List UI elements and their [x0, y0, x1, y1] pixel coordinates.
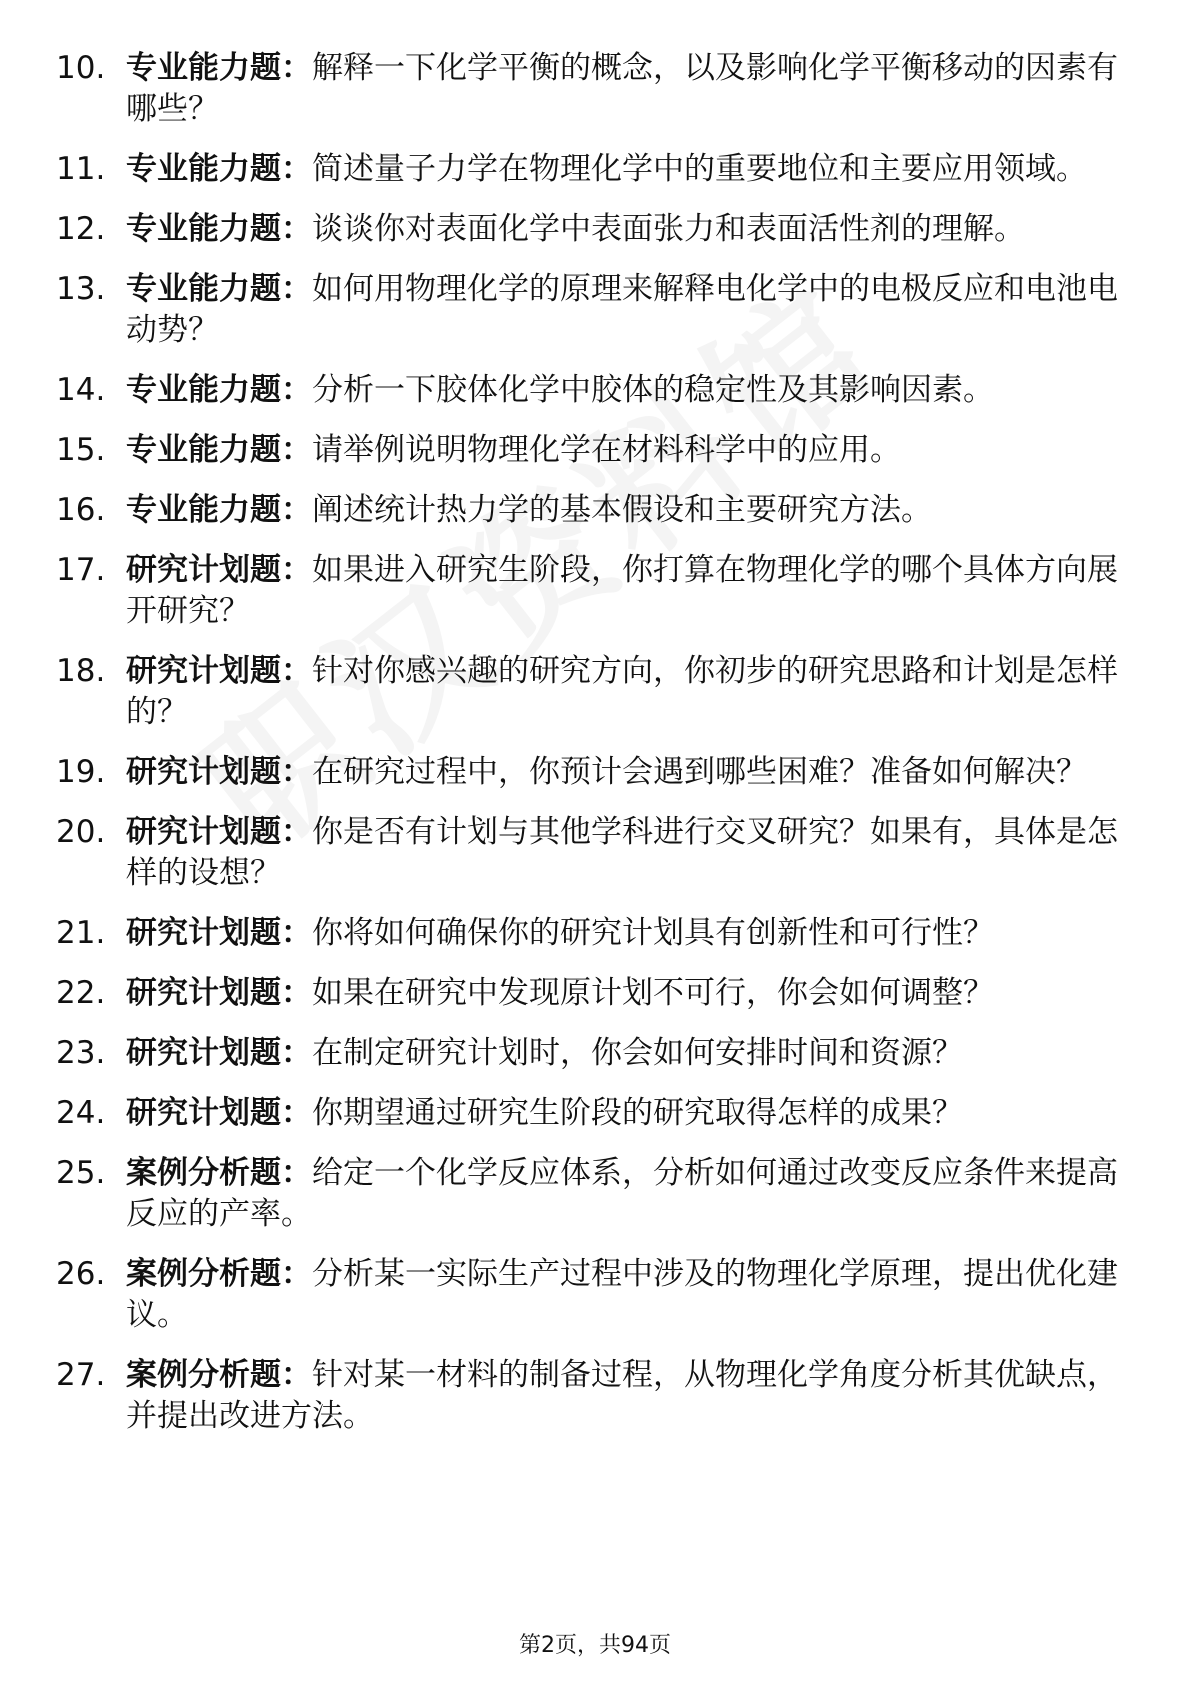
item-text: 针对你感兴趣的研究方向，你初步的研究思路和计划是怎样的？	[126, 653, 1118, 730]
list-item	[56, 1153, 1136, 1235]
item-category: 专业能力题：	[126, 151, 312, 187]
item-number: 19.	[56, 754, 106, 790]
item-number: 11.	[56, 151, 106, 187]
item-category: 研究计划题：	[126, 915, 312, 951]
item-text: 你期望通过研究生阶段的研究取得怎样的成果？	[312, 1095, 963, 1131]
item-number: 16.	[56, 492, 106, 528]
item-category: 研究计划题：	[126, 1095, 312, 1131]
item-text: 阐述统计热力学的基本假设和主要研究方法。	[312, 492, 932, 528]
item-category: 研究计划题：	[126, 653, 312, 689]
item-category: 专业能力题：	[126, 50, 312, 86]
list-item	[56, 1355, 1136, 1437]
item-category: 研究计划题：	[126, 754, 312, 790]
item-category: 研究计划题：	[126, 975, 312, 1011]
list-item	[56, 973, 1136, 1014]
item-number: 15.	[56, 432, 106, 468]
item-text: 分析一下胶体化学中胶体的稳定性及其影响因素。	[312, 372, 994, 408]
item-text: 简述量子力学在物理化学中的重要地位和主要应用领域。	[312, 151, 1087, 187]
list-item	[56, 1254, 1136, 1336]
item-text: 你是否有计划与其他学科进行交叉研究？如果有，具体是怎样的设想？	[126, 814, 1118, 891]
item-text: 请举例说明物理化学在材料科学中的应用。	[312, 432, 901, 468]
item-text: 如果在研究中发现原计划不可行，你会如何调整？	[312, 975, 994, 1011]
item-category: 专业能力题：	[126, 211, 312, 247]
list-item	[56, 48, 1136, 130]
list-item	[56, 812, 1136, 894]
list-item	[56, 550, 1136, 632]
item-number: 20.	[56, 814, 106, 850]
item-text: 你将如何确保你的研究计划具有创新性和可行性？	[312, 915, 994, 951]
item-category: 专业能力题：	[126, 432, 312, 468]
item-number: 17.	[56, 552, 106, 588]
item-category: 研究计划题：	[126, 814, 312, 850]
item-text: 谈谈你对表面化学中表面张力和表面活性剂的理解。	[312, 211, 1025, 247]
page-footer: 第2页，共94页	[519, 1633, 671, 1658]
item-category: 研究计划题：	[126, 552, 312, 588]
list-item	[56, 1033, 1136, 1074]
item-category: 案例分析题：	[126, 1155, 312, 1191]
item-text: 如果进入研究生阶段，你打算在物理化学的哪个具体方向展开研究？	[126, 552, 1118, 629]
list-item	[56, 269, 1136, 351]
list-item	[56, 370, 1136, 411]
item-number: 22.	[56, 975, 106, 1011]
item-category: 案例分析题：	[126, 1256, 312, 1292]
item-category: 专业能力题：	[126, 372, 312, 408]
list-item	[56, 209, 1136, 250]
item-number: 10.	[56, 50, 106, 86]
item-category: 专业能力题：	[126, 271, 312, 307]
item-category: 专业能力题：	[126, 492, 312, 528]
item-category: 研究计划题：	[126, 1035, 312, 1071]
item-text: 解释一下化学平衡的概念，以及影响化学平衡移动的因素有哪些？	[126, 50, 1118, 127]
list-item	[56, 913, 1136, 954]
list-item	[56, 651, 1136, 733]
item-number: 14.	[56, 372, 106, 408]
item-category: 案例分析题：	[126, 1357, 312, 1393]
item-number: 23.	[56, 1035, 106, 1071]
list-item	[56, 752, 1136, 793]
item-text: 在研究过程中，你预计会遇到哪些困难？准备如何解决？	[312, 754, 1087, 790]
item-text: 分析某一实际生产过程中涉及的物理化学原理，提出优化建议。	[126, 1256, 1118, 1333]
item-number: 25.	[56, 1155, 106, 1191]
item-text: 在制定研究计划时，你会如何安排时间和资源？	[312, 1035, 963, 1071]
item-number: 21.	[56, 915, 106, 951]
item-number: 13.	[56, 271, 106, 307]
list-item	[56, 490, 1136, 531]
item-text: 针对某一材料的制备过程，从物理化学角度分析其优缺点，并提出改进方法。	[126, 1357, 1118, 1434]
list-item	[56, 149, 1136, 190]
item-number: 26.	[56, 1256, 106, 1292]
item-text: 给定一个化学反应体系，分析如何通过改变反应条件来提高反应的产率。	[126, 1155, 1118, 1232]
list-item	[56, 430, 1136, 471]
item-number: 12.	[56, 211, 106, 247]
question-list	[56, 48, 1136, 1456]
list-item	[56, 1093, 1136, 1134]
item-text: 如何用物理化学的原理来解释电化学中的电极反应和电池电动势？	[126, 271, 1118, 348]
item-number: 24.	[56, 1095, 106, 1131]
item-number: 18.	[56, 653, 106, 689]
item-number: 27.	[56, 1357, 106, 1393]
